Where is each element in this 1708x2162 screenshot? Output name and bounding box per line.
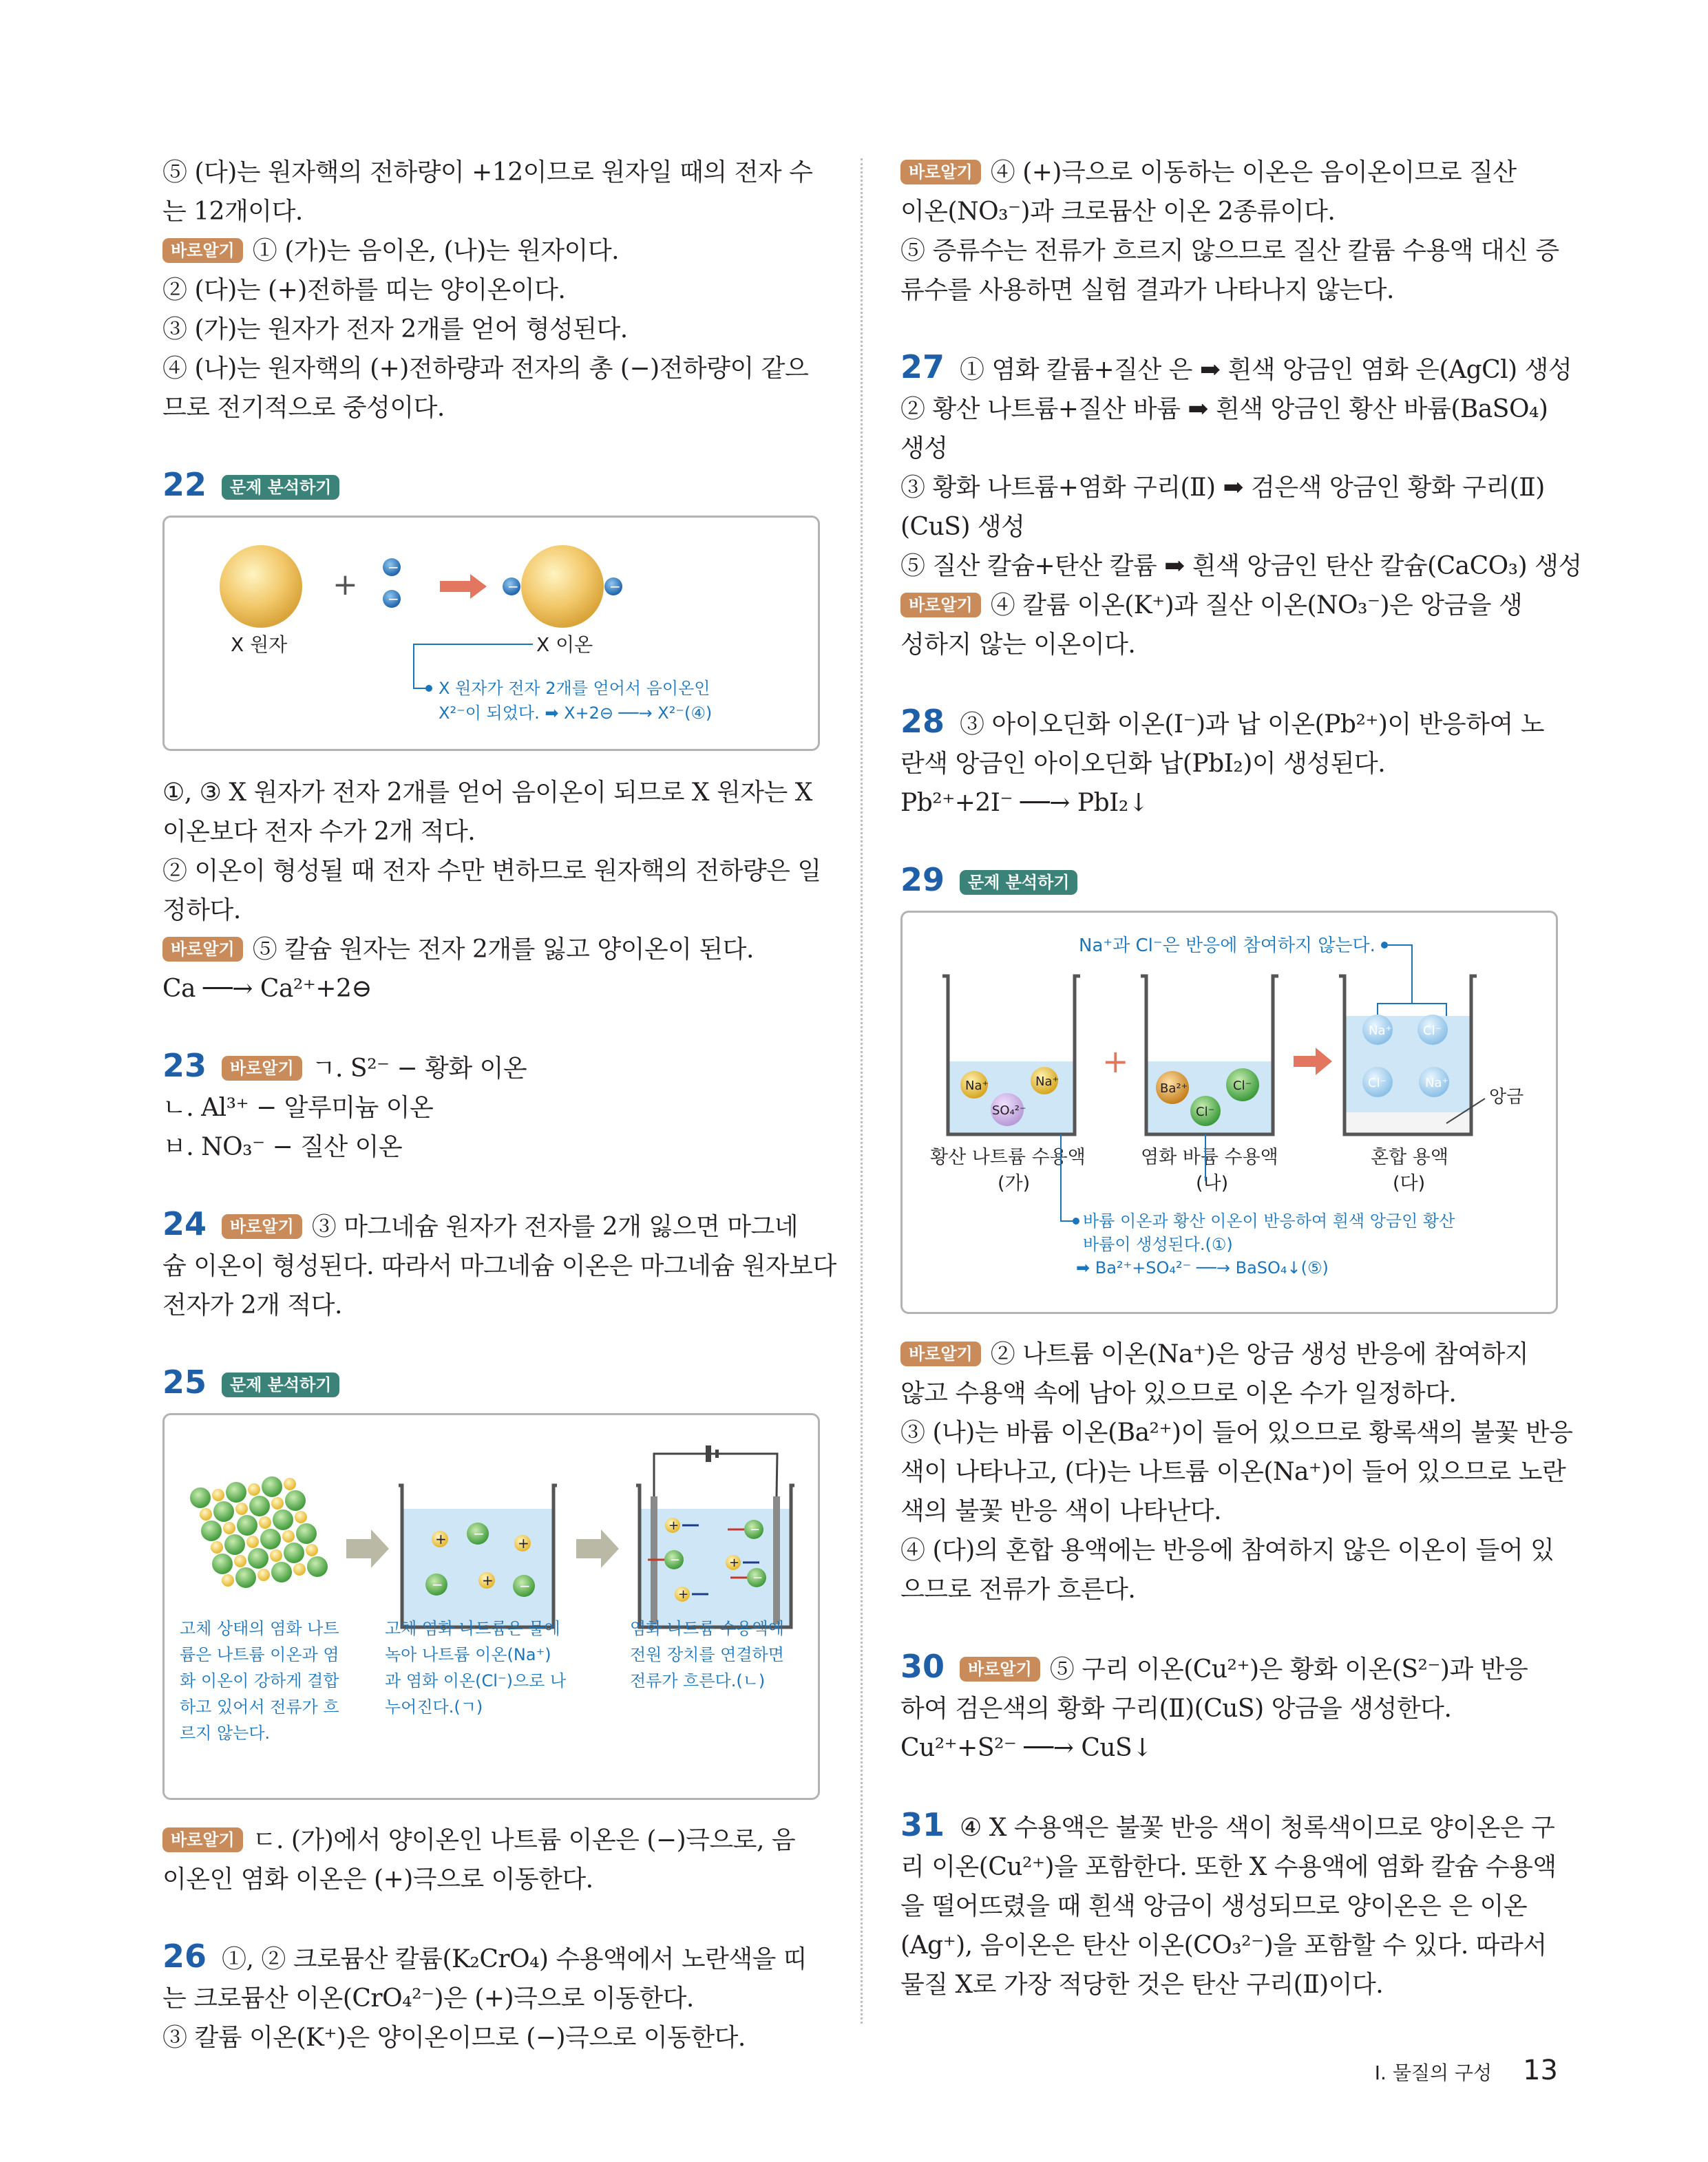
- caption-dissolved: [385, 1619, 567, 1717]
- svg-text:Cl⁻: Cl⁻: [1196, 1105, 1215, 1119]
- svg-text:Ba²⁺: Ba²⁺: [1160, 1081, 1188, 1096]
- question-22-header: 22 문제 분석하기: [162, 465, 820, 507]
- svg-text:−: −: [507, 578, 519, 595]
- svg-text:−: −: [388, 591, 399, 607]
- svg-text:SO₄²⁻: SO₄²⁻: [992, 1103, 1026, 1118]
- question-30: 30 바로알기 ⑤ 구리 이온(Cu²⁺)은 황화 이온(S²⁻)과 반응: [900, 1648, 1528, 1685]
- equation: Ca ──→ Ca²⁺+2⊖: [162, 975, 372, 1003]
- sodium-ion: [282, 1530, 295, 1543]
- chloride-ion: [285, 1490, 306, 1511]
- text-line: ⑤ 증류수는 전류가 흐르지 않으므로 질산 칼륨 수용액 대신 증: [900, 237, 1559, 265]
- text-line: 므로 전기적으로 중성이다.: [162, 394, 445, 422]
- text-line: (Ag⁺), 음이온은 탄산 이온(CO₃²⁻)을 포함할 수 있다. 따라서: [900, 1931, 1547, 1960]
- figure-note: X 원자가 전자 2개를 얻어서 음이온인: [439, 679, 710, 698]
- question-31: 31 ④ X 수용액은 불꽃 반응 색이 청록색이므로 양이온은 구: [900, 1806, 1555, 1843]
- chloride-ion: [260, 1529, 281, 1549]
- sodium-ion: [211, 1541, 223, 1554]
- text-line: 정하다.: [162, 896, 241, 924]
- text-line: 으므로 전류가 흐른다.: [900, 1576, 1136, 1604]
- chloride-ion: [273, 1509, 293, 1530]
- page-footer: [1375, 2055, 1558, 2086]
- ion-formation-diagram: [165, 518, 820, 749]
- text-line: ③ (나)는 바륨 이온(Ba²⁺)이 들어 있으므로 황록색의 불꽃 반응: [900, 1419, 1573, 1447]
- svg-text:과 염화 이온(Cl⁻)으로 나: 과 염화 이온(Cl⁻)으로 나: [385, 1671, 567, 1691]
- sodium-ion: [246, 1536, 259, 1548]
- text-line: 바로알기 ⑤ 칼슘 원자는 전자 2개를 잃고 양이온이 된다.: [162, 930, 820, 969]
- text-line: 바로알기 ① (가)는 음이온, (나)는 원자이다.: [162, 231, 820, 271]
- text-line: ⑤ (다)는 원자핵의 전하량이 +12이므로 원자일 때의 전자 수: [162, 158, 813, 187]
- chloride-ion: [284, 1543, 304, 1563]
- text-line: 바로알기 ㄷ. (가)에서 양이온인 나트륨 이온은 (−)극으로, 음: [162, 1821, 820, 1860]
- svg-text:Na⁺: Na⁺: [1425, 1076, 1448, 1090]
- svg-text:−: −: [519, 1578, 531, 1594]
- sodium-ion: [257, 1569, 270, 1581]
- sodium-ion: [271, 1497, 284, 1509]
- svg-text:+: +: [678, 1587, 689, 1602]
- question-26: 26 ①, ② 크로뮴산 칼륨(K₂CrO₄) 수용액에서 노란색을 띠: [162, 1938, 808, 1975]
- nacl-crystal: [190, 1476, 328, 1588]
- text-line: 색이 나타나고, (다)는 나트륨 이온(Na⁺)이 들어 있으므로 노란: [900, 1458, 1566, 1486]
- text-line: 는 12개이다.: [162, 198, 303, 226]
- svg-text:+: +: [435, 1531, 447, 1547]
- chloride-ion: [213, 1501, 234, 1522]
- text-line: 슘 이온이 형성된다. 따라서 마그네슘 이온은 마그네슘 원자보다: [162, 1252, 836, 1280]
- text-line: 이온인 염화 이온은 (+)극으로 이동한다.: [162, 1865, 593, 1894]
- x-ion: [521, 545, 604, 628]
- beaker-label: 염화 바륨 수용액: [1141, 1147, 1278, 1168]
- x-ion-label: X 이온: [536, 633, 593, 656]
- figure-note: ➡ Ba²⁺+SO₄²⁻ ──→ BaSO₄↓(⑤): [1076, 1258, 1329, 1278]
- beaker-label: 혼합 용액: [1371, 1147, 1448, 1168]
- sodium-ion: [270, 1549, 282, 1562]
- chloride-ion: [237, 1515, 257, 1536]
- svg-text:Na⁺: Na⁺: [1035, 1074, 1059, 1089]
- svg-text:−: −: [750, 1523, 761, 1537]
- text-line: 리 이온(Cu²⁺)을 포함한다. 또한 X 수용액에 염화 칼슘 수용액: [900, 1853, 1557, 1881]
- sodium-ion: [222, 1574, 234, 1587]
- left-column: [162, 153, 836, 2057]
- text-line: ㄴ. Al³⁺ − 알루미늄 이온: [162, 1094, 434, 1122]
- figure-note: 바륨이 생성된다.(①): [1083, 1235, 1233, 1254]
- text-line: ①, ③ X 원자가 전자 2개를 얻어 음이온이 되므로 X 원자는 X: [162, 778, 812, 807]
- text-line: ④ (다)의 혼합 용액에는 반응에 참여하지 않은 이온이 들어 있: [900, 1536, 1554, 1565]
- mix-arrow: [1294, 1048, 1332, 1075]
- text-line: 하여 검은색의 황화 구리(Ⅱ)(CuS) 앙금을 생성한다.: [900, 1695, 1452, 1723]
- x-atom: [220, 545, 302, 628]
- svg-text:−: −: [609, 578, 621, 595]
- text-line: ④ (나)는 원자핵의 (+)전하량과 전자의 총 (−)전하량이 같으: [162, 354, 809, 383]
- svg-text:누어진다.(ㄱ): 누어진다.(ㄱ): [385, 1697, 483, 1717]
- beaker-tag: (다): [1393, 1173, 1426, 1194]
- chloride-ion: [262, 1476, 282, 1497]
- reaction-arrow: [440, 574, 487, 599]
- figure-25: [162, 1413, 820, 1800]
- chloride-ion: [235, 1567, 256, 1588]
- chloride-ion: [190, 1487, 211, 1508]
- text-line: ② 이온이 형성될 때 전자 수만 변하므로 원자핵의 전하량은 일: [162, 857, 821, 885]
- svg-text:Na⁺: Na⁺: [1369, 1024, 1392, 1038]
- chloride-ion: [271, 1562, 292, 1582]
- chloride-ion: [249, 1496, 270, 1516]
- chloride-ion: [307, 1556, 328, 1577]
- sodium-ion: [200, 1508, 212, 1520]
- svg-text:+: +: [668, 1518, 679, 1533]
- column-divider: [861, 158, 863, 2024]
- svg-text:−: −: [432, 1576, 443, 1593]
- svg-text:Na⁺: Na⁺: [965, 1079, 989, 1093]
- figure-note: 바륨 이온과 황산 이온이 반응하여 흰색 앙금인 황산: [1083, 1211, 1455, 1231]
- svg-text:+: +: [729, 1556, 740, 1570]
- sodium-ion: [235, 1503, 248, 1515]
- caption-electrolysis: [630, 1619, 784, 1691]
- wrong-answer-badge: 바로알기: [162, 238, 243, 263]
- question-27: 27 ① 염화 칼륨+질산 은 ➡ 흰색 앙금인 염화 은(AgCl) 생성: [900, 348, 1572, 385]
- beaker-barium-chloride: [1141, 976, 1278, 1134]
- equation: Cu²⁺+S²⁻ ──→ CuS↓: [900, 1734, 1152, 1762]
- svg-text:Cl⁻: Cl⁻: [1368, 1076, 1387, 1090]
- process-arrow: [346, 1529, 389, 1568]
- analysis-badge: 문제 분석하기: [222, 475, 339, 500]
- svg-text:+: +: [482, 1572, 494, 1589]
- chloride-ion: [296, 1523, 317, 1544]
- right-column: [900, 153, 1582, 2004]
- beaker-tag: (가): [998, 1173, 1031, 1194]
- question-24: 24 바로알기 ③ 마그네슘 원자가 전자를 2개 잃으면 마그네: [162, 1205, 799, 1242]
- beaker-dissolved: [399, 1485, 557, 1627]
- text-line: 는 크로뮴산 이온(CrO₄²⁻)은 (+)극으로 이동한다.: [162, 1984, 694, 2013]
- beaker-sodium-sulfate: [942, 976, 1080, 1134]
- text-line: 생성: [900, 434, 948, 463]
- svg-text:−: −: [473, 1525, 485, 1542]
- text-line: ③ 황화 나트륨+염화 구리(Ⅱ) ➡ 검은색 앙금인 황화 구리(Ⅱ): [900, 474, 1545, 502]
- text-line: ② 황산 나트륨+질산 바륨 ➡ 흰색 앙금인 황산 바륨(BaSO₄): [900, 395, 1548, 423]
- svg-text:−: −: [388, 559, 399, 575]
- question-29-header: 29 문제 분석하기: [900, 860, 1558, 902]
- svg-text:염화 나트륨 수용액에: 염화 나트륨 수용액에: [630, 1619, 784, 1638]
- svg-text:하고 있어서 전류가 흐: 하고 있어서 전류가 흐: [180, 1697, 339, 1717]
- precipitate-label: 앙금: [1489, 1087, 1524, 1108]
- text-line: 바로알기 ② 나트륨 이온(Na⁺)은 앙금 생성 반응에 참여하지: [900, 1335, 1558, 1374]
- svg-text:Cl⁻: Cl⁻: [1233, 1079, 1252, 1093]
- sodium-ion: [223, 1522, 235, 1534]
- precipitation-diagram: [903, 913, 1558, 1312]
- text-line: 물질 X로 가장 적당한 것은 탄산 구리(Ⅱ)이다.: [900, 1971, 1384, 1999]
- text-line: ⑤ 질산 칼슘+탄산 칼륨 ➡ 흰색 앙금인 탄산 칼슘(CaCO₃) 생성: [900, 552, 1582, 580]
- sodium-ion: [234, 1555, 246, 1567]
- text-line: 을 떨어뜨렸을 때 흰색 앙금이 생성되므로 양이온은 은 이온: [900, 1892, 1528, 1920]
- sodium-ion: [212, 1489, 224, 1501]
- text-line: 않고 수용액 속에 남아 있으므로 이온 수가 일정하다.: [900, 1379, 1457, 1408]
- svg-text:고체 상태의 염화 나트: 고체 상태의 염화 나트: [180, 1619, 339, 1638]
- svg-text:화 이온이 강하게 결합: 화 이온이 강하게 결합: [180, 1671, 339, 1691]
- svg-text:륨은 나트륨 이온과 염: 륨은 나트륨 이온과 염: [180, 1645, 339, 1664]
- svg-text:Cl⁻: Cl⁻: [1423, 1024, 1442, 1038]
- text-line: ㅂ. NO₃⁻ − 질산 이온: [162, 1133, 403, 1161]
- question-25-header: 25 문제 분석하기: [162, 1363, 820, 1405]
- chloride-ion: [248, 1548, 268, 1569]
- sodium-ion: [293, 1563, 306, 1576]
- question-23: 23 바로알기 ㄱ. S²⁻ − 황화 이온: [162, 1047, 527, 1084]
- svg-text:−: −: [670, 1553, 681, 1567]
- beaker-label: 황산 나트륨 수용액: [930, 1147, 1086, 1168]
- svg-text:전류가 흐른다.(ㄴ): 전류가 흐른다.(ㄴ): [630, 1671, 766, 1691]
- beaker-mixture: [1339, 976, 1524, 1134]
- svg-text:고체 염화 나트륨은 물에: 고체 염화 나트륨은 물에: [385, 1619, 560, 1638]
- sodium-ion: [284, 1478, 296, 1490]
- beaker-electrolysis: [636, 1445, 794, 1627]
- chloride-ion: [224, 1534, 245, 1555]
- sodium-ion: [259, 1516, 271, 1529]
- text-line: 이온보다 전자 수가 2개 적다.: [162, 818, 476, 846]
- page-number: 13: [1523, 2055, 1558, 2086]
- text-line: 이온(NO₃⁻)과 크로뮴산 이온 2종류이다.: [900, 198, 1336, 226]
- text-line: ② (다)는 (+)전하를 띠는 양이온이다.: [162, 276, 566, 304]
- text-line: 란색 앙금인 아이오딘화 납(PbI₂)이 생성된다.: [900, 750, 1386, 778]
- question-28: 28 ③ 아이오딘화 이온(I⁻)과 납 이온(Pb²⁺)이 반응하여 노: [900, 703, 1544, 740]
- x-atom-label: X 원자: [231, 633, 288, 656]
- sodium-ion: [295, 1511, 307, 1523]
- text-line: 바로알기 ④ (+)극으로 이동하는 이온은 음이온이므로 질산: [900, 153, 1558, 192]
- figure-29: [900, 911, 1558, 1314]
- plus-sign: +: [333, 567, 358, 602]
- sodium-ion: [306, 1544, 318, 1556]
- chloride-ion: [212, 1554, 233, 1574]
- caption-solid: [180, 1619, 339, 1743]
- chloride-ion: [201, 1520, 222, 1541]
- equation: Pb²⁺+2I⁻ ──→ PbI₂↓: [900, 789, 1149, 817]
- plus-sign: +: [1102, 1043, 1129, 1080]
- figure-note: Na⁺과 Cl⁻은 반응에 참여하지 않는다.: [1079, 935, 1375, 956]
- text-line: ③ (가)는 원자가 전자 2개를 얻어 형성된다.: [162, 315, 628, 343]
- text-line: 색의 불꽃 반응 색이 나타난다.: [900, 1497, 1222, 1525]
- text-line: 전자가 2개 적다.: [162, 1291, 342, 1320]
- text-line: 류수를 사용하면 실험 결과가 나타나지 않는다.: [900, 276, 1394, 304]
- section-title: Ⅰ. 물질의 구성: [1374, 2062, 1492, 2084]
- text-line: ③ 칼륨 이온(K⁺)은 양이온이므로 (−)극으로 이동한다.: [162, 2024, 746, 2052]
- text-line: 바로알기 ④ 칼륨 이온(K⁺)과 질산 이온(NO₃⁻)은 앙금을 생: [900, 586, 1558, 625]
- svg-text:르지 않는다.: 르지 않는다.: [180, 1724, 271, 1743]
- beaker-tag: (나): [1196, 1173, 1229, 1194]
- svg-text:+: +: [518, 1535, 529, 1551]
- sodium-ion: [248, 1483, 260, 1496]
- svg-text:녹아 나트륨 이온(Na⁺): 녹아 나트륨 이온(Na⁺): [385, 1645, 551, 1664]
- process-arrow: [576, 1529, 619, 1568]
- svg-text:−: −: [752, 1571, 763, 1585]
- svg-text:전원 장치를 연결하면: 전원 장치를 연결하면: [630, 1645, 784, 1664]
- figure-22: [162, 516, 820, 751]
- nacl-dissolution-diagram: [165, 1415, 820, 1798]
- text-line: (CuS) 생성: [900, 513, 1025, 541]
- text-line: 성하지 않는 이온이다.: [900, 630, 1136, 659]
- figure-note: X²⁻이 되었다. ➡ X+2⊖ ──→ X²⁻(④): [439, 703, 713, 723]
- chloride-ion: [226, 1482, 246, 1503]
